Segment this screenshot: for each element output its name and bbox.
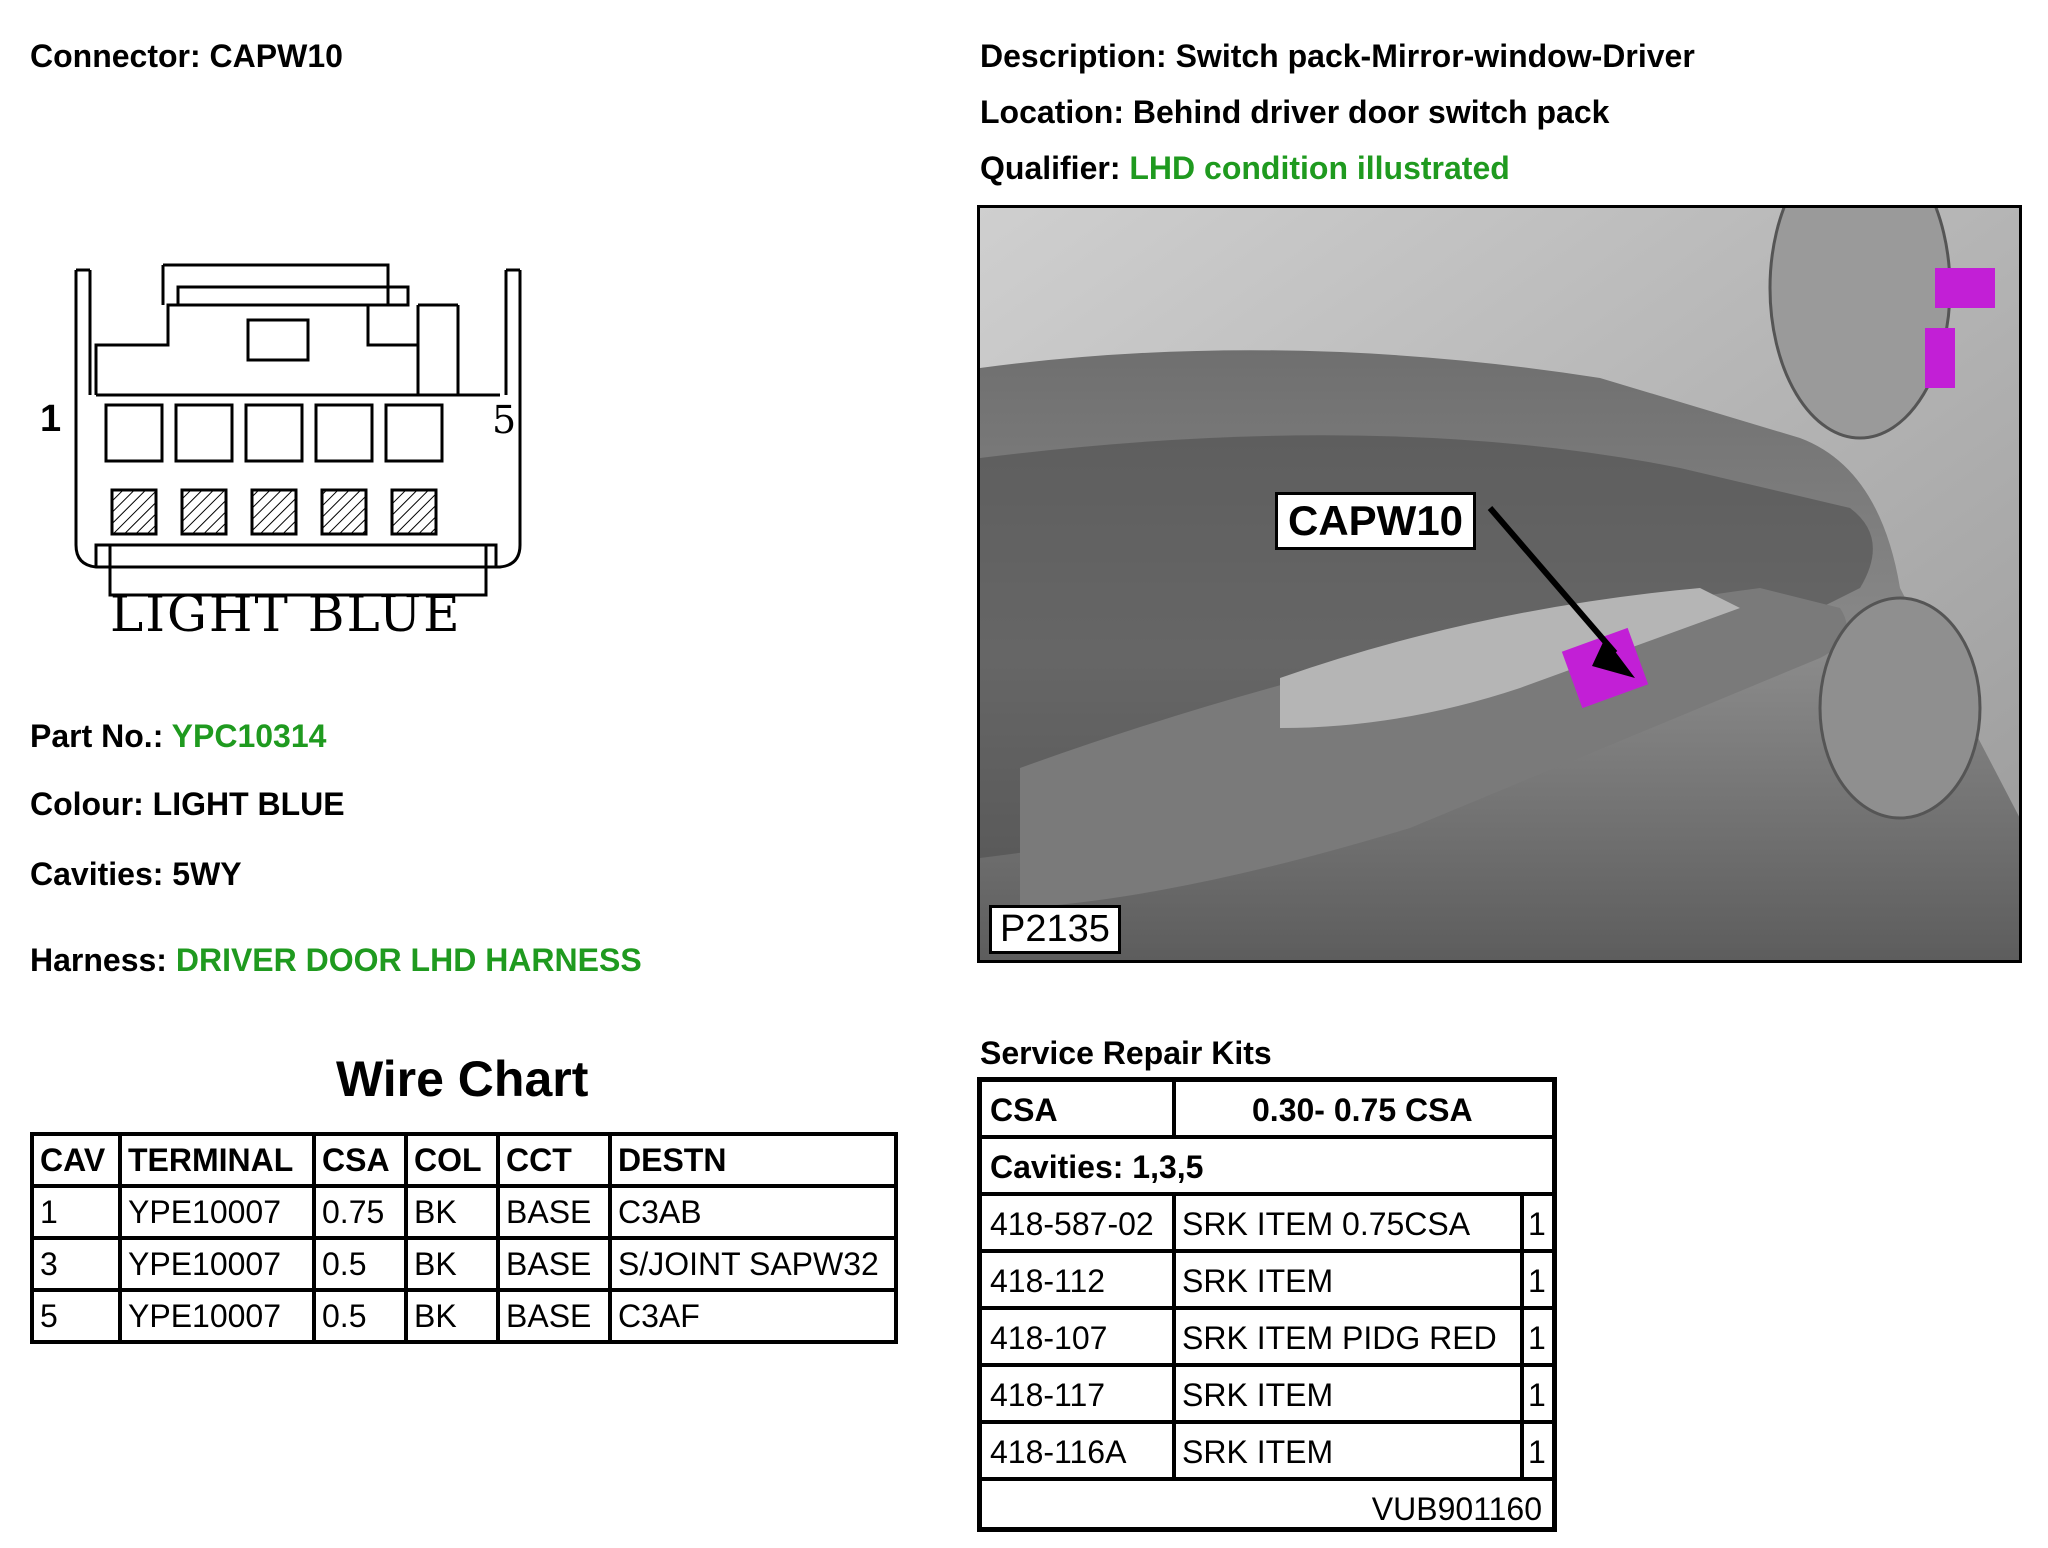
colour-line: [30, 786, 345, 823]
cell-cct: BASE: [498, 1186, 610, 1238]
header-csa: CSA: [314, 1134, 406, 1186]
location-line: [980, 94, 1609, 131]
kit-name: SRK ITEM: [1182, 1434, 1334, 1470]
cell-terminal: YPE10007: [120, 1238, 314, 1290]
pin-label-last: 5: [492, 398, 517, 442]
list-item: [982, 1196, 1552, 1253]
wire-chart-title: Wire Chart: [336, 1051, 589, 1107]
cell-cav: 3: [32, 1238, 120, 1290]
kits-cavities-line: Cavities: 1,3,5: [990, 1149, 1204, 1185]
location-label: Location:: [980, 94, 1124, 130]
photo-callout-label: CAPW10: [1275, 492, 1476, 550]
kit-name: SRK ITEM PIDG RED: [1182, 1320, 1497, 1356]
door-panel-illustration: [980, 208, 2022, 963]
kit-code: 418-107: [990, 1320, 1108, 1356]
terminal-5: [392, 490, 436, 534]
table-row: [32, 1238, 896, 1290]
cell-csa: 0.5: [314, 1238, 406, 1290]
harness-label: Harness:: [30, 942, 167, 978]
list-item: [982, 1367, 1552, 1424]
cell-col: BK: [406, 1186, 498, 1238]
kit-code: 418-117: [990, 1377, 1106, 1413]
kit-qty: 1: [1528, 1320, 1546, 1356]
part-value: YPC10314: [171, 718, 327, 754]
kits-footer-row: [982, 1481, 1552, 1538]
cell-cav: 5: [32, 1290, 120, 1342]
cell-csa: 0.5: [314, 1290, 406, 1342]
cell-cct: BASE: [498, 1238, 610, 1290]
pin-label-first: 1: [40, 398, 62, 440]
kit-code: 418-112: [990, 1263, 1106, 1299]
cell-col: BK: [406, 1238, 498, 1290]
cell-destn: C3AB: [610, 1186, 896, 1238]
header-col: COL: [406, 1134, 498, 1186]
kit-qty: 1: [1528, 1263, 1546, 1299]
header-cct: CCT: [498, 1134, 610, 1186]
kit-name: SRK ITEM: [1182, 1377, 1334, 1413]
cavity-1: [106, 405, 162, 461]
cell-terminal: YPE10007: [120, 1186, 314, 1238]
connector-line: [30, 38, 343, 75]
terminal-1: [112, 490, 156, 534]
part-label: Part No.:: [30, 718, 164, 754]
cavity-5: [386, 405, 442, 461]
table-row: [32, 1290, 896, 1342]
cell-cav: 1: [32, 1186, 120, 1238]
kit-code: 418-587-02: [990, 1206, 1154, 1242]
service-kits-title: Service Repair Kits: [980, 1035, 1272, 1071]
cell-csa: 0.75: [314, 1186, 406, 1238]
harness-line: [30, 942, 642, 979]
connector-colour-caption: LIGHT BLUE: [110, 585, 462, 643]
cavity-4: [316, 405, 372, 461]
kits-csa-label: CSA: [990, 1092, 1058, 1128]
part-number-line: [30, 718, 326, 755]
connector-value: CAPW10: [209, 38, 343, 74]
kit-qty: 1: [1528, 1206, 1546, 1242]
table-row: [32, 1186, 896, 1238]
qualifier-line: [980, 150, 1510, 187]
kits-csa-value: 0.30- 0.75 CSA: [1252, 1092, 1473, 1128]
location-photo: [977, 205, 2022, 963]
kits-cavities-row: [982, 1139, 1552, 1196]
header-terminal: TERMINAL: [120, 1134, 314, 1186]
header-destn: DESTN: [610, 1134, 896, 1186]
harness-value: DRIVER DOOR LHD HARNESS: [175, 942, 642, 978]
qualifier-label: Qualifier:: [980, 150, 1121, 186]
service-kits-table: [977, 1077, 1557, 1532]
description-line: [980, 38, 1695, 75]
cell-col: BK: [406, 1290, 498, 1342]
list-item: [982, 1253, 1552, 1310]
terminal-4: [322, 490, 366, 534]
description-value: Switch pack-Mirror-window-Driver: [1175, 38, 1695, 74]
wire-chart-table: [30, 1132, 898, 1344]
terminal-2: [182, 490, 226, 534]
terminal-3: [252, 490, 296, 534]
kit-code: 418-116A: [990, 1434, 1127, 1470]
cell-terminal: YPE10007: [120, 1290, 314, 1342]
kit-name: SRK ITEM 0.75CSA: [1182, 1206, 1471, 1242]
cell-cct: BASE: [498, 1290, 610, 1342]
connector-label: Connector:: [30, 38, 201, 74]
colour-value: LIGHT BLUE: [152, 786, 345, 822]
kits-footer-code: VUB901160: [1371, 1491, 1542, 1527]
list-item: [982, 1310, 1552, 1367]
colour-label: Colour:: [30, 786, 144, 822]
cavities-value: 5WY: [172, 856, 242, 892]
header-cav: CAV: [32, 1134, 120, 1186]
cell-destn: C3AF: [610, 1290, 896, 1342]
cavity-2: [176, 405, 232, 461]
cavities-label: Cavities:: [30, 856, 164, 892]
photo-reference-id: P2135: [989, 905, 1121, 954]
cavities-line: [30, 856, 242, 893]
cell-destn: S/JOINT SAPW32: [610, 1238, 896, 1290]
kits-csa-row: [982, 1082, 1552, 1139]
cavity-3: [246, 405, 302, 461]
qualifier-value: LHD condition illustrated: [1129, 150, 1510, 186]
table-header-row: [32, 1134, 896, 1186]
location-value: Behind driver door switch pack: [1132, 94, 1610, 130]
kit-name: SRK ITEM: [1182, 1263, 1334, 1299]
list-item: [982, 1424, 1552, 1481]
kit-qty: 1: [1528, 1434, 1546, 1470]
kit-qty: 1: [1528, 1377, 1546, 1413]
description-label: Description:: [980, 38, 1167, 74]
